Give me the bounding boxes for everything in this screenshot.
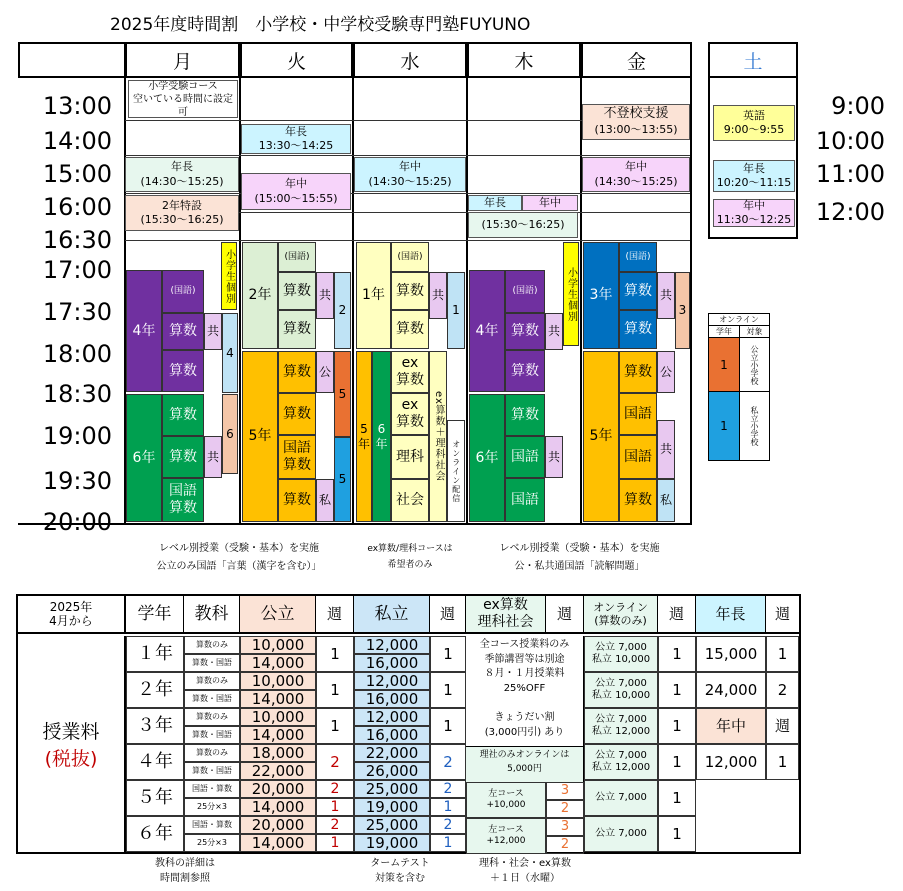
sat-time-label: 11:00	[815, 160, 885, 188]
note-mon-tue-1: レベル別授業（受験・基本）を実施	[159, 543, 319, 554]
fee-ex-note1: 全コース授業料のみ 季節講習等は別途 ８月・１月授業料 25%OFF	[466, 636, 584, 710]
thu-g6-kokugo: 国語	[505, 436, 545, 478]
fee-nencho: 12,000	[696, 744, 766, 780]
note-wed-2: 希望者のみ	[387, 560, 433, 570]
fee-ex5-w1: 3	[546, 818, 584, 836]
fee-private-1: 12,000	[354, 672, 430, 690]
sat-time-label: 12:00	[815, 198, 885, 226]
fee-subject-2: 算数・国語	[184, 726, 240, 744]
sat-eigo: 英語 9:00〜9:55	[713, 105, 795, 141]
tue-g2-sansu: 算数	[278, 272, 316, 310]
sat-time-label: 9:00	[831, 92, 885, 120]
fee-private-1: 12,000	[354, 708, 430, 726]
tue-g2-kokugo: (国語)	[278, 242, 316, 272]
tue-kyo: 共	[316, 272, 334, 319]
fee-subject-2: 25分×3	[184, 798, 240, 816]
fee-online: 公立 7,000	[584, 816, 658, 852]
fri-kyo2: 共	[657, 420, 675, 479]
fee-private-2: 16,000	[354, 726, 430, 744]
fee-subject-1: 国語・算数	[184, 816, 240, 834]
fee-head-week2: 週	[430, 596, 466, 634]
fee-public-1: 20,000	[240, 780, 316, 798]
fee-foot1: 教科の詳細は 時間割参照	[155, 858, 215, 884]
row-line	[125, 240, 690, 241]
wed-kyo: 共	[429, 272, 447, 319]
tue-g5-kokugo-sansu: 国語 算数	[278, 435, 316, 479]
thu-nenchu: 年中	[522, 195, 578, 211]
fee-head-nencho: 年長	[696, 596, 766, 634]
fri-kyo: 共	[657, 272, 675, 319]
tue-g5-sansu: 算数	[278, 351, 316, 393]
tue-g2-sansu2: 算数	[278, 310, 316, 349]
online-legend-r2: 1	[709, 392, 740, 460]
fee-head-week5: 週	[766, 596, 799, 634]
fee-online: 公立 7,000 私立 10,000	[584, 672, 658, 708]
fee-ex-note4: 左コース +10,000	[466, 782, 546, 818]
fri-g3-sansu: 算数	[619, 272, 657, 310]
online-legend-title: オンライン	[709, 314, 769, 326]
thu-g6-kokugo2: 国語	[505, 478, 545, 522]
fee-online: 公立 7,000 私立 10,000	[584, 636, 658, 672]
fee-private-1: 22,000	[354, 744, 430, 762]
fee-public-week: 1	[316, 636, 354, 672]
fee-subject-2: 算数・国語	[184, 690, 240, 708]
mon-g6: 6年	[126, 394, 162, 522]
wed-ex-sansu: ex 算数	[391, 351, 429, 393]
fee-online: 公立 7,000 私立 12,000	[584, 744, 658, 780]
sat-nenchu: 年中 11:30〜12:25	[713, 199, 795, 227]
thu-g4-sansu2: 算数	[505, 350, 545, 392]
fee-public-1: 10,000	[240, 708, 316, 726]
tue-g2: 2年	[242, 242, 278, 349]
day-tue: 火	[240, 44, 353, 76]
fee-foot2: タームテスト 対策を含む	[370, 858, 430, 884]
frame-right	[690, 42, 692, 525]
fee-online-week: 1	[658, 672, 696, 708]
fee-public-1: 10,000	[240, 636, 316, 654]
fee-public-week-1: 2	[316, 780, 354, 798]
fee-head-date: 2025年 4月から	[18, 596, 126, 634]
thu-kyo: 共	[545, 313, 563, 350]
mon-n4: 4	[222, 313, 238, 393]
fee-ex-note2: きょうだい割 (3,000円引) あり	[466, 710, 584, 746]
thu-g6-sansu: 算数	[505, 394, 545, 436]
fee-public-2: 14,000	[240, 654, 316, 672]
frame-left	[18, 42, 20, 78]
col-line	[466, 42, 468, 525]
wed-g6: 6 年	[372, 351, 391, 522]
fee-ex4-w1: 3	[546, 782, 584, 800]
fee-nencho: 24,000	[696, 672, 766, 708]
note-wed-1: ex算数/理科コースは	[367, 544, 453, 554]
fee-private-1: 25,000	[354, 816, 430, 834]
fri-g5: 5年	[583, 351, 619, 522]
row-line	[125, 155, 690, 156]
fee-grade: ２年	[126, 672, 184, 708]
fee-online-week: 1	[658, 744, 696, 780]
fee-grade: １年	[126, 636, 184, 672]
mon-g4-sansu2: 算数	[162, 350, 204, 392]
fee-label: 授業料	[42, 721, 100, 743]
fri-futoko-label: 不登校支援	[603, 106, 669, 122]
thu-g6: 6年	[469, 394, 505, 522]
time-label: 19:00	[42, 422, 112, 450]
note-thu-fri-2: 公・私共通国語「読解問題」	[514, 561, 645, 572]
mon-kyo2: 共	[204, 436, 222, 478]
fri-g5-kokugo: 国語	[619, 393, 657, 435]
mon-g6-sansu2: 算数	[162, 436, 204, 478]
fri-futoko	[582, 104, 690, 140]
fee-subject-1: 算数のみ	[184, 636, 240, 654]
fee-head-ex: ex算数 理科社会	[466, 596, 546, 634]
note-thu-fri-1: レベル別授業（受験・基本）を実施	[499, 543, 660, 554]
fee-online-week: 1	[658, 708, 696, 744]
time-label: 18:30	[42, 380, 112, 408]
fee-private-2: 16,000	[354, 654, 430, 672]
wed-g1-sansu2: 算数	[391, 310, 429, 349]
fee-private-2: 19,000	[354, 834, 430, 852]
time-label: 17:30	[42, 298, 112, 326]
fee-private-1: 12,000	[354, 636, 430, 654]
mon-kojin: 小学生個別	[221, 242, 237, 310]
fee-grade: ４年	[126, 744, 184, 780]
fee-public-1: 10,000	[240, 672, 316, 690]
fee-public-2: 14,000	[240, 834, 316, 852]
fee-private-week-2: 1	[430, 798, 466, 816]
fee-nencho: 年中	[696, 708, 766, 744]
wed-ex-sansu2: ex 算数	[391, 393, 429, 435]
note-mon-tue-2: 公立のみ国語「言葉（漢字を含む）」	[156, 561, 322, 572]
fee-public-week-2: 1	[316, 798, 354, 816]
fee-ex5-w2: 2	[546, 836, 584, 854]
mon-nencho: 年長 (14:30〜15:25)	[125, 157, 239, 192]
thu-kojin: 小学生個別	[563, 242, 579, 346]
fri-n3: 3	[675, 272, 690, 349]
online-legend-col2: 対象	[746, 327, 763, 336]
time-label: 18:00	[42, 340, 112, 368]
online-legend-r1: 1	[709, 338, 740, 391]
fee-nencho: 15,000	[696, 636, 766, 672]
mon-g4-kokugo: (国語)	[162, 270, 204, 313]
day-sat: 土	[743, 50, 763, 73]
fri-g5-sansu: 算数	[619, 351, 657, 393]
tue-watashi: 私	[316, 479, 334, 522]
fee-head-public: 公立	[240, 596, 316, 634]
fee-public-2: 14,000	[240, 690, 316, 708]
fri-g5-kokugo2: 国語	[619, 435, 657, 479]
time-label: 20:00	[42, 508, 112, 536]
fee-subject-1: 算数のみ	[184, 672, 240, 690]
time-label: 17:00	[42, 256, 112, 284]
fri-nenchu: 年中 (14:30〜15:25)	[582, 157, 690, 192]
fee-public-week-1: 2	[316, 816, 354, 834]
fee-head-subject: 教科	[184, 596, 240, 634]
mon-g6-kokugo-sansu: 国語 算数	[162, 478, 204, 522]
fee-public-week: 2	[316, 744, 354, 780]
fee-public-2: 14,000	[240, 726, 316, 744]
thu-g4: 4年	[469, 270, 505, 392]
wed-nenchu: 年中 (14:30〜15:25)	[354, 157, 466, 192]
fee-grade: ５年	[126, 780, 184, 816]
tue-n5: 5	[334, 351, 351, 437]
tue-g5: 5年	[242, 351, 278, 522]
time-label: 15:00	[42, 160, 112, 188]
fee-online: 公立 7,000	[584, 780, 658, 816]
tue-nenchu: 年中 (15:00〜15:55)	[241, 173, 351, 210]
wed-g1: 1年	[356, 242, 391, 349]
fee-public-2: 22,000	[240, 762, 316, 780]
fri-g5-sansu2: 算数	[619, 479, 657, 522]
fee-nencho-week: 週	[766, 708, 799, 744]
time-label: 13:00	[42, 92, 112, 120]
mon-juken-note: 小学受験コース 空いている時間に設定可	[128, 80, 238, 118]
fee-head-week4: 週	[658, 596, 696, 634]
online-legend-col1: 学年	[709, 326, 740, 337]
fee-private-week: 1	[430, 672, 466, 708]
fee-online: 公立 7,000 私立 12,000	[584, 708, 658, 744]
fee-subject-2: 算数・国語	[184, 654, 240, 672]
fee-private-week-2: 1	[430, 834, 466, 852]
tue-n2: 2	[334, 272, 351, 349]
online-legend-r2t: 私立小学校	[750, 406, 759, 446]
fri-g3-kokugo: (国語)	[619, 242, 657, 272]
fee-private-2: 19,000	[354, 798, 430, 816]
time-label: 16:30	[42, 226, 112, 254]
row-line	[125, 193, 690, 194]
fee-public-2: 14,000	[240, 798, 316, 816]
wed-online: オンライン配信	[447, 420, 465, 522]
wed-n1: 1	[447, 272, 465, 349]
fee-head-private: 私立	[354, 596, 430, 634]
time-label: 14:00	[42, 127, 112, 155]
fri-g3: 3年	[583, 242, 619, 349]
thu-g4-kokugo: (国語)	[505, 270, 545, 313]
day-wed: 水	[353, 44, 467, 76]
mon-g4-sansu: 算数	[162, 313, 204, 350]
fee-private-week: 1	[430, 636, 466, 672]
day-mon: 月	[125, 44, 240, 76]
fee-grade: ６年	[126, 816, 184, 852]
thu-g4-sansu: 算数	[505, 313, 545, 350]
frame-header-bottom	[18, 76, 692, 78]
time-label: 16:00	[42, 193, 112, 221]
fee-public-1: 18,000	[240, 744, 316, 762]
time-label: 19:30	[42, 467, 112, 495]
mon-g6-sansu: 算数	[162, 394, 204, 436]
mon-kyo: 共	[204, 313, 222, 350]
sat-header-line	[708, 76, 798, 78]
fee-ex-note3: 理社のみオンラインは 5,000円	[466, 746, 584, 782]
sat-time-label: 10:00	[815, 127, 885, 155]
fee-online-week: 1	[658, 636, 696, 672]
fee-ex4-w2: 2	[546, 800, 584, 818]
thu-nencho: 年長	[468, 195, 522, 211]
tue-g5-sansu2: 算数	[278, 393, 316, 435]
fee-private-week: 1	[430, 708, 466, 744]
wed-g5: 5 年	[356, 351, 372, 522]
fee-private-1: 25,000	[354, 780, 430, 798]
fee-nencho-week: 2	[766, 672, 799, 708]
wed-rika: 理科	[391, 435, 429, 479]
wed-shakai: 社会	[391, 479, 429, 522]
thu-kyo2: 共	[545, 436, 563, 478]
fee-head-week3: 週	[546, 596, 584, 634]
fee-grade: ３年	[126, 708, 184, 744]
fee-head-week: 週	[316, 596, 354, 634]
col-line	[352, 42, 354, 525]
col-line	[239, 42, 241, 525]
fee-subject-1: 算数のみ	[184, 744, 240, 762]
fee-subject-2: 25分×3	[184, 834, 240, 852]
fee-nencho-week: 1	[766, 636, 799, 672]
fee-ex-note5: 左コース +12,000	[466, 818, 546, 854]
fee-online-week: 1	[658, 816, 696, 852]
fee-private-week: 2	[430, 744, 466, 780]
fee-private-2: 16,000	[354, 690, 430, 708]
mon-g4: 4年	[126, 270, 162, 392]
day-thu: 木	[467, 44, 581, 76]
fee-head-online: オンライン (算数のみ)	[584, 596, 658, 634]
fri-watashi: 私	[657, 479, 675, 522]
fee-private-week-1: 2	[430, 780, 466, 798]
fee-label-cell	[18, 636, 126, 852]
tue-g5-sansu3: 算数	[278, 479, 316, 522]
tue-nencho: 年長 13:30〜14:25	[241, 124, 351, 154]
fee-public-week: 1	[316, 708, 354, 744]
tue-ko: 公	[316, 351, 334, 393]
mon-2nen-tokusetsu: 2年特設 (15:30〜16:25)	[125, 195, 239, 231]
fee-label-tax: (税抜)	[44, 748, 98, 770]
fee-foot3: 理科・社会・ex算数 ＋１日（水曜）	[479, 858, 571, 884]
fee-private-2: 26,000	[354, 762, 430, 780]
page-title: 2025年度時間割 小学校・中学校受験専門塾FUYUNO	[110, 15, 531, 35]
fee-head-grade: 学年	[126, 596, 184, 634]
thu-time: (15:30〜16:25)	[468, 212, 578, 238]
wed-g1-kokugo: (国語)	[391, 242, 429, 272]
wed-ex-note: ex算数＋理科社会	[429, 351, 447, 522]
fee-subject-1: 算数のみ	[184, 708, 240, 726]
fri-ko: 公	[657, 351, 675, 393]
fri-g3-sansu2: 算数	[619, 310, 657, 349]
fee-public-1: 20,000	[240, 816, 316, 834]
frame-bottom	[18, 523, 692, 525]
fee-private-week-1: 2	[430, 816, 466, 834]
fri-futoko-time: (13:00〜13:55)	[594, 123, 678, 137]
wed-g1-sansu: 算数	[391, 272, 429, 310]
day-fri: 金	[581, 44, 692, 76]
fee-subject-1: 国語・算数	[184, 780, 240, 798]
fee-public-week: 1	[316, 672, 354, 708]
online-legend-r1t: 公立小学校	[750, 344, 759, 385]
online-legend	[708, 313, 770, 461]
fee-nencho-week: 1	[766, 744, 799, 780]
fee-public-week-2: 1	[316, 834, 354, 852]
sat-nencho: 年長 10:20〜11:15	[713, 160, 795, 192]
fee-online-week: 1	[658, 780, 696, 816]
mon-n6: 6	[222, 394, 238, 474]
fee-subject-2: 算数・国語	[184, 762, 240, 780]
tue-n5b: 5	[334, 437, 351, 522]
